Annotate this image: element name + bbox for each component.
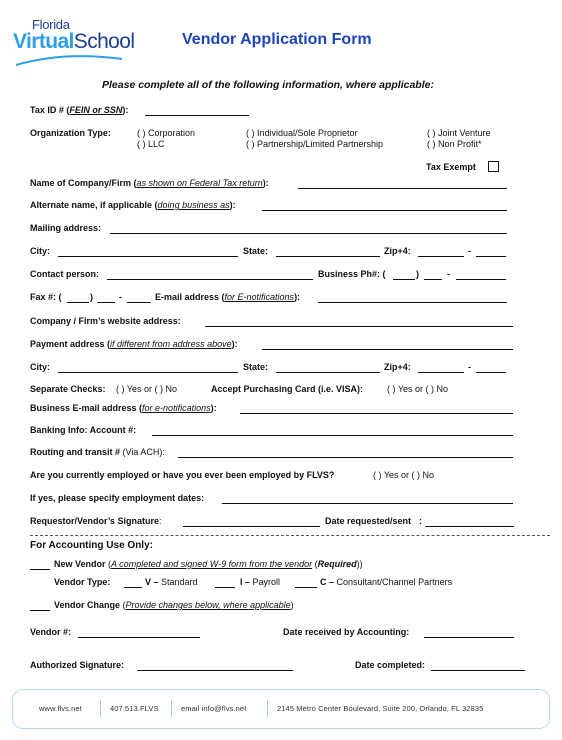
footer-website-link[interactable]: www.flvs.net: [39, 704, 82, 713]
signature-label: Requestor/Vendor’s Signature:: [30, 516, 162, 526]
fax-line-field[interactable]: [127, 302, 151, 303]
business-phone-line-field[interactable]: [456, 279, 506, 280]
vendor-type-standard: V – Standard: [145, 577, 198, 587]
business-phone-area-field[interactable]: [393, 279, 415, 280]
employed-question: Are you currently employed or have you ever been employed by FLVS?: [30, 470, 335, 480]
website-field[interactable]: [205, 326, 513, 327]
date-received-label: Date received by Accounting:: [283, 627, 410, 637]
tax-exempt-checkbox[interactable]: [488, 161, 499, 172]
business-phone-prefix-field[interactable]: [424, 279, 442, 280]
authorized-signature-label: Authorized Signature:: [30, 660, 124, 670]
alternate-name-label: Alternate name, if applicable (doing business as):: [30, 200, 236, 210]
new-vendor-label: New Vendor (A completed and signed W-9 form from the vendor (Required)): [54, 559, 363, 569]
payment-city-field[interactable]: [58, 372, 238, 373]
tax-id-label: Tax ID # (FEIN or SSN):: [30, 105, 129, 115]
fax-prefix-field[interactable]: [97, 302, 115, 303]
contact-person-label: Contact person:: [30, 269, 100, 279]
date-requested-field[interactable]: [425, 526, 514, 527]
payment-zip-ext-field[interactable]: [476, 372, 506, 373]
org-joint-venture-option[interactable]: ( ) Joint Venture: [427, 128, 491, 138]
logo-swoosh-icon: [14, 53, 124, 67]
purchasing-card-options[interactable]: ( ) Yes or ( ) No: [387, 384, 449, 394]
separate-checks-options[interactable]: ( ) Yes or ( ) No: [116, 384, 178, 394]
logo-florida: Florida: [32, 17, 70, 32]
banking-account-label: Banking Info: Account #:: [30, 425, 137, 435]
zip-label: Zip+4:: [384, 246, 411, 256]
purchasing-card-label: Accept Purchasing Card (i.e. VISA):: [211, 384, 364, 394]
footer-email-link[interactable]: email info@flvs.net: [181, 704, 247, 713]
vendor-number-label: Vendor #:: [30, 627, 72, 637]
vendor-type-label: Vendor Type:: [54, 577, 111, 587]
company-name-field[interactable]: [298, 188, 507, 189]
business-email-label: Business E-mail address (for e-notifications):: [30, 403, 217, 413]
vendor-type-i-check[interactable]: [215, 587, 235, 588]
email-label: E-mail address (for E-notifications):: [155, 292, 301, 302]
zip-ext-field[interactable]: [476, 256, 506, 257]
org-partnership-option[interactable]: ( ) Partnership/Limited Partnership: [246, 139, 384, 149]
employed-options[interactable]: ( ) Yes or ( ) No: [373, 470, 435, 480]
employment-dates-field[interactable]: [222, 503, 513, 504]
page-title: Vendor Application Form: [182, 31, 372, 48]
vendor-type-consultant: C – Consultant/Channel Partners: [320, 577, 453, 587]
vendor-type-c-check[interactable]: [295, 587, 317, 588]
email-field[interactable]: [318, 302, 507, 303]
alternate-name-field[interactable]: [262, 210, 507, 211]
payment-state-label: State:: [243, 362, 269, 372]
payment-address-field[interactable]: [262, 349, 513, 350]
authorized-signature-field[interactable]: [137, 670, 293, 671]
city-field[interactable]: [58, 256, 238, 257]
footer-phone: 407.513.FLVS: [110, 704, 159, 713]
logo: [13, 31, 134, 52]
state-label: State:: [243, 246, 269, 256]
state-field[interactable]: [276, 256, 380, 257]
company-name-label: Name of Company/Firm (as shown on Federal Tax return):: [30, 178, 269, 188]
vendor-number-field[interactable]: [78, 637, 200, 638]
separate-checks-label: Separate Checks:: [30, 384, 106, 394]
city-label: City:: [30, 246, 50, 256]
tax-exempt-label: Tax Exempt: [426, 162, 476, 172]
footer: [12, 689, 550, 729]
accounting-header: For Accounting Use Only:: [30, 540, 153, 551]
form-instructions: Please complete all of the following information, where applicable:: [102, 79, 434, 91]
contact-person-field[interactable]: [107, 279, 313, 280]
payment-city-label: City:: [30, 362, 50, 372]
org-llc-option[interactable]: ( ) LLC: [137, 139, 165, 149]
vendor-change-label: Vendor Change (Provide changes below, where applicable): [54, 600, 294, 610]
date-completed-field[interactable]: [431, 670, 525, 671]
signature-field[interactable]: [183, 526, 320, 527]
business-phone-label: Business Ph#: (: [318, 269, 386, 279]
mailing-address-label: Mailing address:: [30, 223, 102, 233]
fax-label: Fax #: (: [30, 292, 62, 302]
routing-label: Routing and transit # (Via ACH):: [30, 447, 165, 457]
date-completed-label: Date completed:: [355, 660, 426, 670]
payment-zip-field[interactable]: [418, 372, 464, 373]
payment-zip-label: Zip+4:: [384, 362, 411, 372]
banking-account-field[interactable]: [152, 435, 513, 436]
org-individual-option[interactable]: ( ) Individual/Sole Proprietor: [246, 128, 358, 138]
business-email-field[interactable]: [240, 413, 513, 414]
mailing-address-field[interactable]: [110, 233, 507, 234]
fax-area-field[interactable]: [67, 302, 89, 303]
zip-field[interactable]: [418, 256, 464, 257]
org-nonprofit-option[interactable]: ( ) Non Profit*: [427, 139, 482, 149]
logo-school: School: [73, 30, 135, 53]
new-vendor-check[interactable]: [30, 569, 50, 570]
organization-type-label: Organization Type:: [30, 128, 111, 138]
employment-dates-label: If yes, please specify employment dates:: [30, 493, 205, 503]
section-divider: [30, 535, 550, 536]
date-requested-label: Date requested/sent: [325, 516, 412, 526]
routing-field[interactable]: [178, 457, 513, 458]
vendor-type-payroll: I – Payroll: [240, 577, 281, 587]
payment-state-field[interactable]: [276, 372, 380, 373]
logo-virtual: Virtual: [13, 30, 74, 53]
org-corporation-option[interactable]: ( ) Corporation: [137, 128, 196, 138]
vendor-type-v-check[interactable]: [124, 587, 142, 588]
vendor-change-check[interactable]: [30, 610, 50, 611]
website-label: Company / Firm’s website address:: [30, 316, 181, 326]
payment-address-label: Payment address (if different from address above):: [30, 339, 238, 349]
footer-address: 2145 Metro Center Boulevard, Suite 200, Orlando, FL 32835: [277, 704, 484, 713]
tax-id-field[interactable]: [145, 115, 249, 116]
date-received-field[interactable]: [424, 637, 514, 638]
